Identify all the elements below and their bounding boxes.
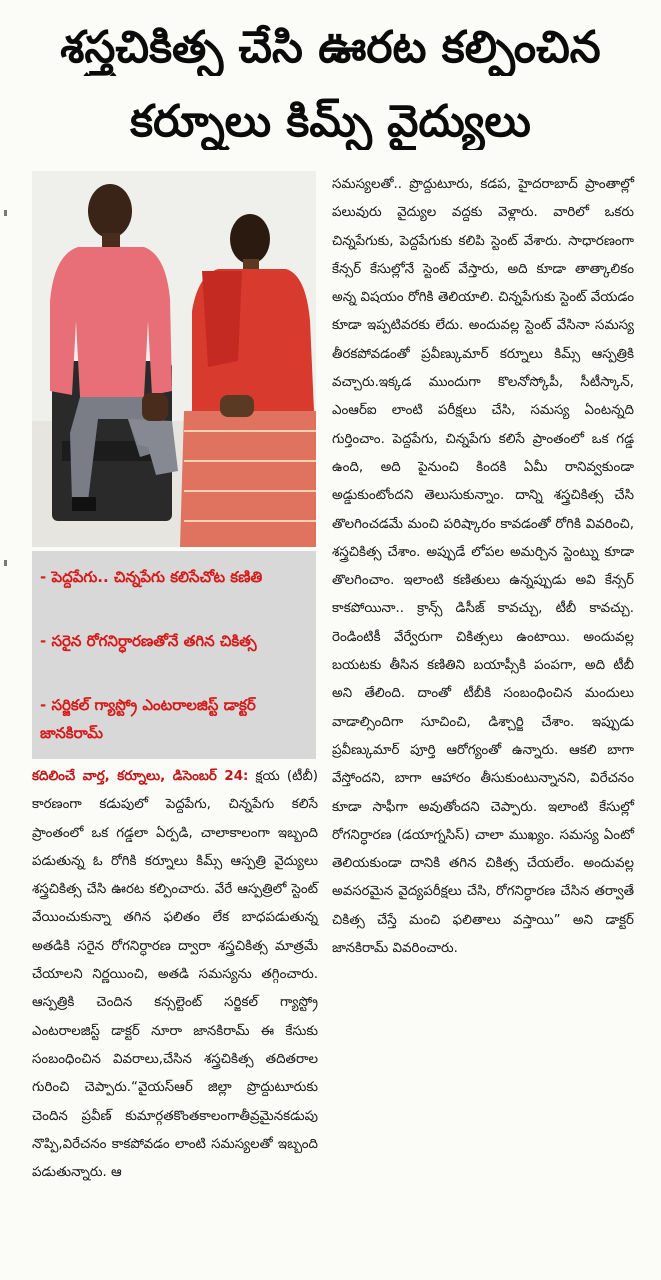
highlights-box — [32, 551, 316, 759]
headline-line-1: శస్త్రచికిత్స చేసి ఊరట కల్పించిన — [60, 22, 601, 73]
headline-line-2: కర్నూలు కిమ్స్ వైద్యులు — [130, 96, 531, 147]
article-body-right: సమస్యలతో.. ప్రొద్దుటూరు, కడప, హైదరాబాద్ ప్రాంతాల్లో పలువురు వైద్యుల వద్దకు వెళ్లారు. వారిలో ఒకరు చిన్నపేగుకు, పెద్దపేగుకు కలిపి స్టెంట్ వేశారు. సాధారణంగా కేన్సర్ కేసుల్లోనే స్టెంట్ వేస్తారు, అది కూడా తాత్కాలికం అన్న విషయం రోగికి తెలియాలి. చిన్నపేగుకు స్టెంట్ వేయడం కూడా ఇప్పటివరకు లేదు. అందువల్ల స్టెంట్ వేసినా సమస్య తీరకపోవడంతో ప్రవీణ్కుమార్ కర్నూలు కిమ్స్ ఆస్పత్రికి వచ్చారు.ఇక్కడ ముందుగా కొలనోస్కోపీ, సీటీస్కాన్, ఎంఆర్ఐ లాంటి పరీక్షలు చేసి, సమస్య ఏంటన్నది గుర్తించాం. పెద్దపేగు, చిన్నపేగు కలిసే ప్రాంతంలో ఒక గడ్డ ఉంది, అది పైనుంచి కిందకి ఏమీ రానివ్వకుండా అడ్డుకుంటోందని తెలుసుకున్నాం. దాన్ని శస్త్రచికిత్స చేసి తొలగించడమే మంచి పరిష్కారం కావడంతో రోగికి వివరించి, శస్త్రచికిత్స చేశాం. అప్పుడే లోపల అమర్చిన స్టెంట్ను కూడా తొలగించాం. ఇలాంటి కణితులు ఉన్నప్పుడు అవి కేన్సర్ కాకపోయినా.. క్రాన్స్ డిసీజ్ కావచ్చు, టీబీ కావచ్చు. రెండింటికీ వేర్వేరుగా చికిత్సలు ఉంటాయి. అందువల్ల బయటకు తీసిన కణితిని బయాప్సీకి పంపగా, అది టీబీ అని తేలింది. దాంతో టీబీకి సంబంధించిన మందులు వాడాల్సిందిగా సూచించి, డిశ్చార్జి చేశాం. ఇప్పుడు ప్రవీణ్కుమార్ పూర్తి ఆరోగ్యంతో ఉన్నారు. ఆకలి బాగా వేస్తోందని, బాగా ఆహారం తీసుకుంటున్నానని, విరేచనం కూడా సాఫీగా అవుతోందని చెప్పారు. ఇలాంటి కేసుల్లో రోగనిర్ధారణ (డయాగ్నసిస్) చాలా ముఖ్యం. సమస్య ఏంటో తెలియకుండా దానికి తగిన చికిత్స చేయలేం. అందువల్ల అవసరమైన వైద్యపరీక్షలు చేసి, రోగనిర్ధారణ చేసిన తర్వాతే చికిత్స చేస్తే మంచి ఫలితాలు వస్తాయి” అని డాక్టర్ జానకిరామ్ వివరించారు. — [332, 177, 634, 957]
article-photo — [32, 171, 316, 547]
headline — [0, 0, 661, 160]
highlight-item: - సర్జికల్ గ్యాస్ట్రో ఎంటరాలజిస్ట్ డాక్టర్ జానకిరామ్ — [40, 696, 256, 742]
page-edge-mark — [4, 560, 7, 566]
article-column-left — [32, 763, 318, 1187]
highlight-item: - సరైన రోగనిర్ధారణతోనే తగిన చికిత్స — [40, 632, 257, 650]
dateline: కదిలించే వార్త, కర్నూలు, డిసెంబర్ 24: — [32, 769, 249, 784]
article-body-left: క్షయ (టీబీ) కారణంగా కడుపులో పెద్దపేగు, చిన్నపేగు కలిసే ప్రాంతంలో ఒక గడ్డలా ఏర్పడి, చాలాకాలంగా ఇబ్బంది పడుతున్న ఓ రోగికి కర్నూలు కిమ్స్ ఆస్పత్రి వైద్యులు శస్త్రచికిత్స చేసి ఊరట కల్పించారు. వేరే ఆస్పత్రిలో స్టెంట్ వేయించుకున్నా తగిన ఫలితం లేక బాధపడుతున్న అతడికి సరైన రోగనిర్ధారణ ద్వారా శస్త్రచికిత్స మాత్రమే చేయాలని నిర్ణయించి, అతడి సమస్యను తగ్గించారు. ఆస్పత్రికి చెందిన కన్సల్టెంట్ సర్జికల్ గ్యాస్ట్రో ఎంటరాలజిస్ట్ డాక్టర్ నూరా జానకిరామ్ ఈ కేసుకు సంబంధించిన వివరాలు,చేసిన శస్త్రచికిత్స తదితరాల గురించి చెప్పారు.“వైయస్ఆర్ జిల్లా ప్రొద్దుటూరుకు చెందిన ప్రవీణ్ కుమార్గతకొంతకాలంగాతీవ్రమైనకడుపు నొప్పి,విరేచనం కాకపోవడం లాంటి సమస్యలతో ఇబ్బంది పడుతున్నారు. ఆ — [32, 769, 318, 1181]
highlight-item: - పెద్దపేగు.. చిన్నపేగు కలిసేచోట కణితి — [40, 568, 263, 586]
photo-of-patient-and-woman-icon — [32, 171, 316, 547]
page-edge-mark — [4, 210, 7, 216]
article-column-right — [332, 171, 634, 963]
